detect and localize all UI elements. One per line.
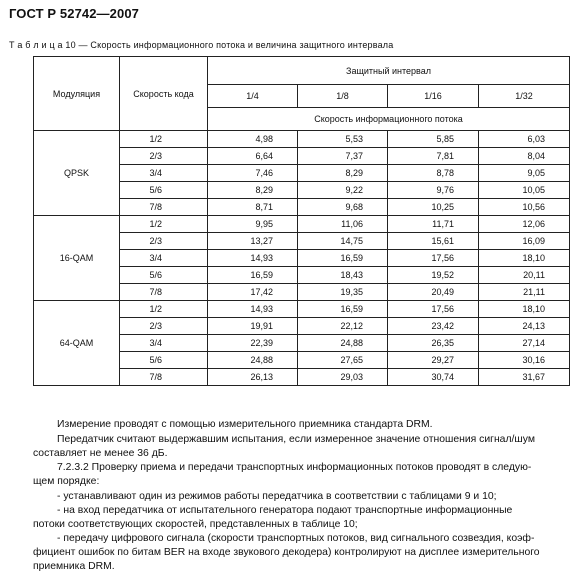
info-rate-cell: 9,22 — [298, 182, 388, 199]
info-rate-cell: 29,27 — [388, 352, 479, 369]
code-rate-cell: 3/4 — [120, 250, 208, 267]
info-rate-cell: 10,05 — [479, 182, 570, 199]
bullet-set-mode: - устанавливают один из режимов работы передатчика в соответствии с таблицами 9 и 10; — [57, 491, 497, 502]
info-rate-cell: 8,29 — [298, 165, 388, 182]
bullet-monitor-line1: - передачу цифрового сигнала (скорости транспортных потоков, вид сигнального созвездия, коэф- — [57, 533, 535, 544]
paragraph-pass-criteria-line1: Передатчик считают выдержавшим испытания, если измеренное значение отношения сигнал/шум — [57, 434, 535, 445]
info-rate-cell: 6,64 — [208, 148, 298, 165]
info-rate-cell: 12,06 — [479, 216, 570, 233]
info-rate-cell: 8,29 — [208, 182, 298, 199]
code-rate-cell: 1/2 — [120, 131, 208, 148]
info-rate-cell: 31,67 — [479, 369, 570, 386]
header-gi-1-8: 1/8 — [298, 85, 388, 108]
info-rate-cell: 8,71 — [208, 199, 298, 216]
bullet-monitor-line2: фициент ошибок по битам BER на входе звукового декодера) контролируют на дисплее измерительного — [33, 547, 540, 558]
table-caption: Т а б л и ц а 10 — Скорость информационного потока и величина защитного интервала — [9, 40, 394, 50]
info-rate-cell: 18,10 — [479, 250, 570, 267]
code-rate-cell: 7/8 — [120, 199, 208, 216]
info-rate-cell: 23,42 — [388, 318, 479, 335]
info-rate-cell: 16,59 — [298, 301, 388, 318]
modulation-cell: 16-QAM — [34, 216, 120, 301]
modulation-cell: QPSK — [34, 131, 120, 216]
paragraph-pass-criteria-line2: составляет не менее 36 дБ. — [33, 448, 168, 459]
info-rate-cell: 29,03 — [298, 369, 388, 386]
paragraph-clause-line2: щем порядке: — [33, 476, 100, 487]
code-rate-cell: 2/3 — [120, 318, 208, 335]
header-guard-interval: Защитный интервал — [208, 57, 570, 85]
info-rate-cell: 26,13 — [208, 369, 298, 386]
info-rate-cell: 8,78 — [388, 165, 479, 182]
info-rate-cell: 18,10 — [479, 301, 570, 318]
code-rate-cell: 2/3 — [120, 233, 208, 250]
info-rate-cell: 22,39 — [208, 335, 298, 352]
info-rate-cell: 20,49 — [388, 284, 479, 301]
bullet-monitor-line3: приемника DRM. — [33, 561, 115, 572]
info-rate-cell: 14,93 — [208, 301, 298, 318]
table-head — [34, 57, 570, 131]
info-rate-cell: 22,12 — [298, 318, 388, 335]
info-rate-cell: 26,35 — [388, 335, 479, 352]
info-rate-cell: 6,03 — [479, 131, 570, 148]
bullet-input-streams-line1: - на вход передатчика от испытательного генератора подают транспортные информационные — [57, 505, 513, 516]
info-rate-cell: 24,13 — [479, 318, 570, 335]
info-rate-cell: 7,37 — [298, 148, 388, 165]
info-rate-cell: 14,75 — [298, 233, 388, 250]
code-rate-cell: 5/6 — [120, 182, 208, 199]
header-gi-1-16: 1/16 — [388, 85, 479, 108]
document-header: ГОСТ Р 52742—2007 — [9, 6, 139, 21]
table-row — [34, 216, 570, 233]
info-rate-cell: 19,52 — [388, 267, 479, 284]
info-rate-cell: 7,81 — [388, 148, 479, 165]
info-rate-cell: 4,98 — [208, 131, 298, 148]
info-rate-cell: 24,88 — [208, 352, 298, 369]
table-body — [34, 131, 570, 386]
info-rate-cell: 19,91 — [208, 318, 298, 335]
code-rate-cell: 7/8 — [120, 284, 208, 301]
info-rate-cell: 9,05 — [479, 165, 570, 182]
code-rate-cell: 7/8 — [120, 369, 208, 386]
paragraph-measurement: Измерение проводят с помощью измерительного приемника стандарта DRM. — [57, 419, 433, 430]
info-rate-cell: 15,61 — [388, 233, 479, 250]
info-rate-cell: 11,06 — [298, 216, 388, 233]
header-info-rate: Скорость информационного потока — [208, 108, 570, 131]
code-rate-cell: 2/3 — [120, 148, 208, 165]
info-rate-cell: 16,59 — [298, 250, 388, 267]
info-rate-cell: 10,25 — [388, 199, 479, 216]
code-rate-cell: 5/6 — [120, 267, 208, 284]
info-rate-cell: 16,59 — [208, 267, 298, 284]
info-rate-cell: 30,16 — [479, 352, 570, 369]
header-modulation: Модуляция — [34, 57, 120, 131]
info-rate-cell: 14,93 — [208, 250, 298, 267]
info-rate-cell: 27,14 — [479, 335, 570, 352]
header-gi-1-4: 1/4 — [208, 85, 298, 108]
info-rate-cell: 9,95 — [208, 216, 298, 233]
data-table — [33, 56, 570, 386]
info-rate-cell: 18,43 — [298, 267, 388, 284]
info-rate-cell: 11,71 — [388, 216, 479, 233]
code-rate-cell: 3/4 — [120, 165, 208, 182]
paragraph-clause-line1: 7.2.3.2 Проверку приема и передачи транспортных информационных потоков проводят в следую- — [57, 462, 532, 473]
info-rate-cell: 9,68 — [298, 199, 388, 216]
info-rate-cell: 24,88 — [298, 335, 388, 352]
code-rate-cell: 1/2 — [120, 216, 208, 233]
bullet-input-streams-line2: потоки соответствующих скоростей, представленных в таблице 10; — [33, 519, 358, 530]
table-row — [34, 301, 570, 318]
info-rate-cell: 17,56 — [388, 250, 479, 267]
info-rate-cell: 19,35 — [298, 284, 388, 301]
info-rate-cell: 17,56 — [388, 301, 479, 318]
info-rate-cell: 9,76 — [388, 182, 479, 199]
info-rate-cell: 10,56 — [479, 199, 570, 216]
code-rate-cell: 5/6 — [120, 352, 208, 369]
modulation-cell: 64-QAM — [34, 301, 120, 386]
info-rate-cell: 17,42 — [208, 284, 298, 301]
info-rate-cell: 8,04 — [479, 148, 570, 165]
table-row — [34, 131, 570, 148]
header-code-rate: Скорость кода — [120, 57, 208, 131]
code-rate-cell: 1/2 — [120, 301, 208, 318]
info-rate-cell: 13,27 — [208, 233, 298, 250]
info-rate-cell: 20,11 — [479, 267, 570, 284]
header-gi-1-32: 1/32 — [479, 85, 570, 108]
info-rate-cell: 7,46 — [208, 165, 298, 182]
info-rate-cell: 21,11 — [479, 284, 570, 301]
info-rate-cell: 5,53 — [298, 131, 388, 148]
info-rate-cell: 5,85 — [388, 131, 479, 148]
info-rate-cell: 27,65 — [298, 352, 388, 369]
code-rate-cell: 3/4 — [120, 335, 208, 352]
info-rate-cell: 16,09 — [479, 233, 570, 250]
info-rate-cell: 30,74 — [388, 369, 479, 386]
